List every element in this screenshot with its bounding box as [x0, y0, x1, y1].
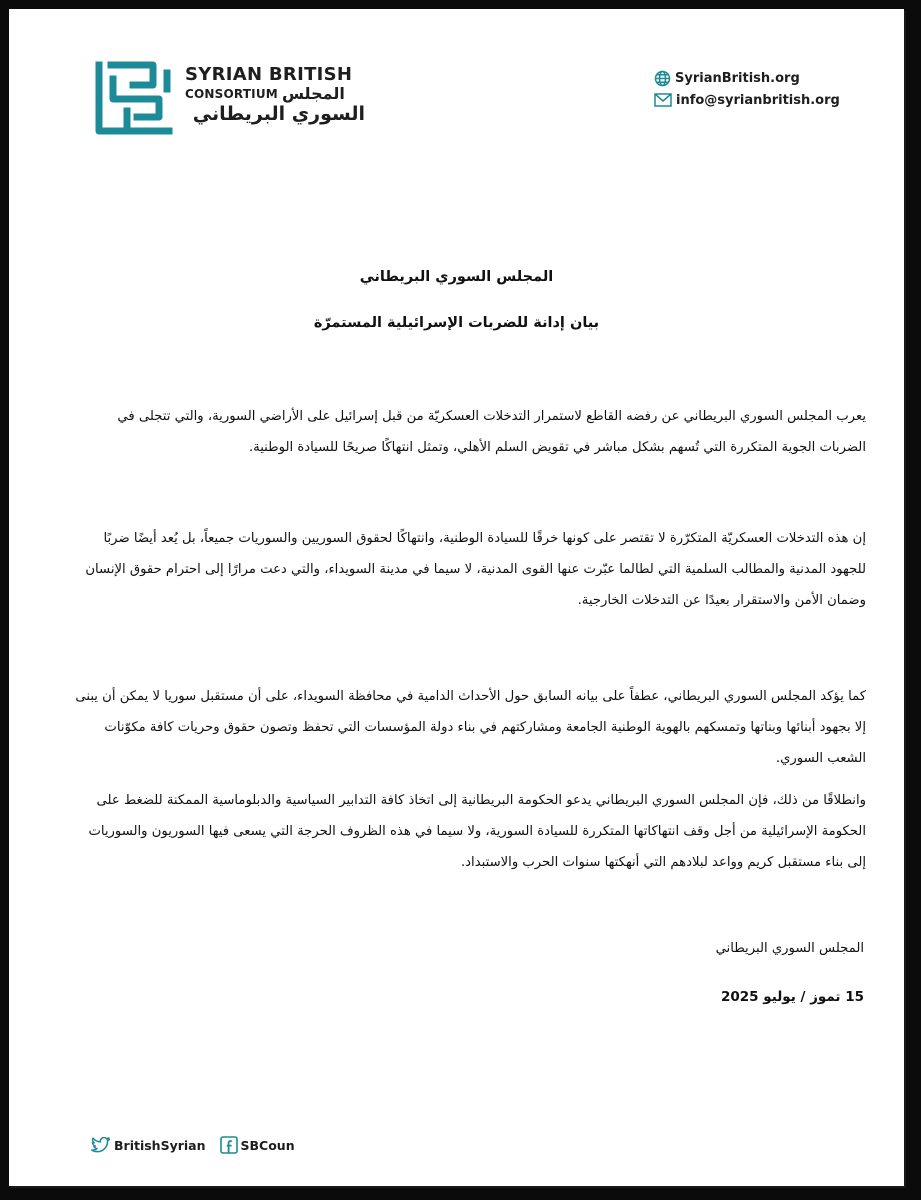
- facebook-icon: [220, 1136, 238, 1154]
- statement-paragraph-3: كما يؤكد المجلس السوري البريطاني، عطفاً على بيانه السابق حول الأحداث الدامية في محافظة السويداء، على أن مستقبل سوريا لا يمكن أن يبنى إلا بجهود أبنائها وبناتها وتمسكهم بالهوية الوطنية الجامعة ومشاركتهم في بناء دولة المؤسسات التي تحفظ وتصون حقوق وحريات كافة مكوّنات الشعب السوري.: [75, 689, 866, 766]
- brand-name-ar-line1: المجلس: [281, 84, 345, 103]
- twitter-link[interactable]: [91, 1137, 206, 1154]
- facebook-link[interactable]: [220, 1136, 295, 1154]
- globe-icon: [654, 70, 671, 87]
- brand-name-en-line1: SYRIAN BRITISH: [185, 64, 353, 85]
- letterhead-page: [9, 9, 904, 1186]
- statement-date: 15 تموز / يوليو 2025: [720, 989, 864, 1005]
- website-text: SyrianBritish.org: [675, 70, 800, 86]
- signature: المجلس السوري البريطاني: [715, 941, 864, 956]
- statement-paragraph-4: وانطلاقًا من ذلك، فإن المجلس السوري البريطاني يدعو الحكومة البريطانية إلى اتخاذ كافة التدابير السياسية والدبلوماسية الممكنة للضغط على الحكومة الإسرائيلية من أجل وقف انتهاكاتها المتكررة للسيادة السورية، ولا سيما في هذه الظروف الحرجة التي يسعى فيها السوريون والسوريات إلى بناء مستقبل كريم وواعد لبلادهم التي أنهكتها سنوات الحرب والاستبداد.: [88, 793, 866, 870]
- consortium-logo: [93, 59, 177, 139]
- statement-paragraph-2: إن هذه التدخلات العسكريّة المتكرّرة لا تقتصر على كونها خرقًا للسيادة الوطنية، وانتهاكًا لحقوق السوريين والسوريات جميعاً، بل يُعد أيضًا ضربًا للجهود المدنية والمطالب السلمية التي لطالما عبّرت عنها القوى المدنية، لا سيما في مدينة السويداء، والتي دعت مرارًا إلى احترام حقوق الإنسان وضمان الأمن والاستقرار بعيدًا عن التدخلات الخارجية.: [85, 531, 866, 608]
- statement-title: المجلس السوري البريطاني: [359, 269, 554, 285]
- twitter-icon: [91, 1137, 111, 1154]
- website-link[interactable]: [654, 67, 840, 89]
- facebook-handle: SBCoun: [240, 1137, 295, 1153]
- email-text: info@syrianbritish.org: [676, 92, 840, 108]
- contact-info: [654, 67, 840, 111]
- brand-name: [185, 65, 365, 125]
- social-links: [91, 1136, 309, 1154]
- email-link[interactable]: [654, 89, 840, 111]
- brand-name-ar-line2: السوري البريطاني: [192, 103, 365, 125]
- statement-paragraph-1: يعرب المجلس السوري البريطاني عن رفضه القاطع لاستمرار التدخلات العسكريّة من قبل إسرائيل على الأراضي السورية، والتي تتجلى في الضربات الجوية المتكررة التي تُسهم بشكل مباشر في تقويض السلم الأهلي، وتمثل انتهاكًا صريحًا للسيادة الوطنية.: [117, 409, 866, 455]
- twitter-handle: BritishSyrian: [114, 1137, 206, 1153]
- statement-subtitle: بيان إدانة للضربات الإسرائيلية المستمرّة: [313, 315, 600, 331]
- mail-icon: [654, 93, 672, 107]
- brand-name-en-line2: CONSORTIUM: [185, 87, 278, 101]
